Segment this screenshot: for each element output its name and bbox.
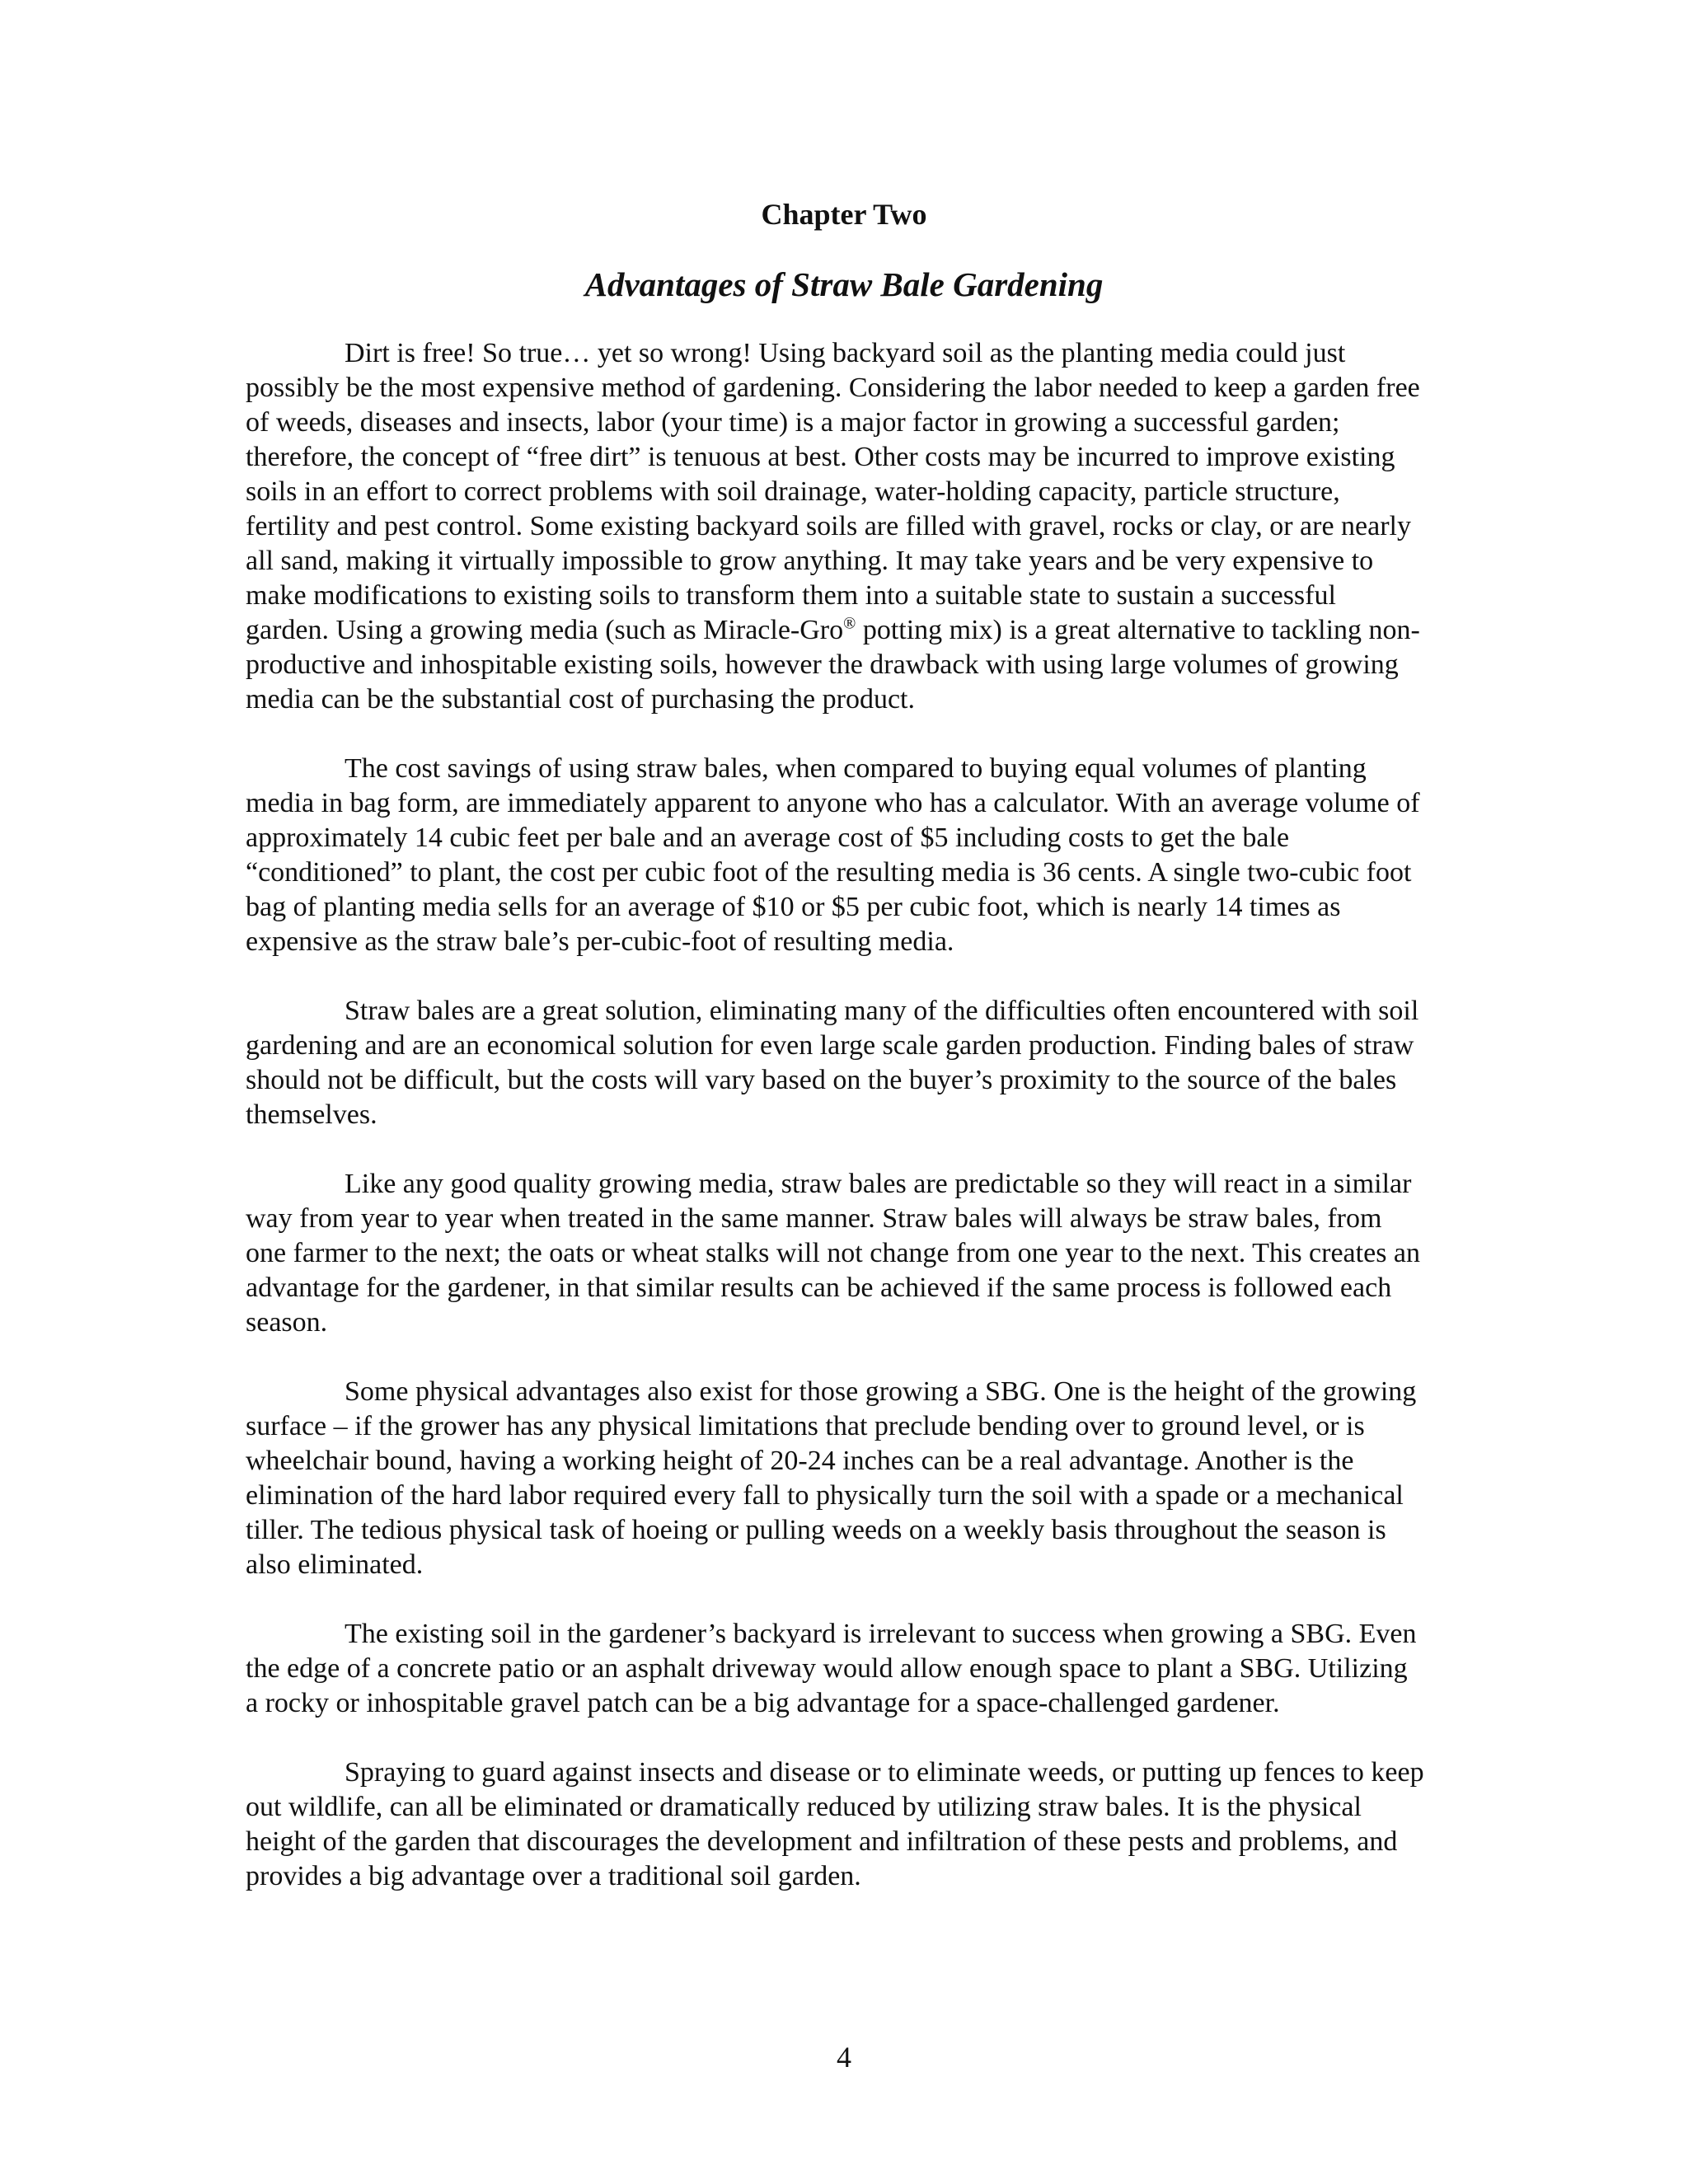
paragraph-1-text-a: Dirt is free! So true… yet so wrong! Using backyard soil as the planting media could just possibly be the most expensive method of gardening. Considering the labor needed to keep a garden free of weeds, diseases and insects, labor (your time) is a major factor in growing a successful garden; therefore, the concept of “free dirt” is tenuous at best. Other costs may be incurred to improve existing soils in an effort to correct problems with soil drainage, water-holding capacity, particle structure, fertility and pest control. Some existing backyard soils are filled with gravel, rocks or clay, or are nearly all sand, making it virtually impossible to grow anything. It may take years and be very expensive to make modifications to existing soils to transform them into a suitable state to sustain a successful garden. Using a growing media (such as Miracle-Gro	[246, 338, 1420, 645]
chapter-title: Chapter Two	[761, 198, 927, 231]
registered-mark: ®	[843, 614, 856, 633]
chapter-subtitle: Advantages of Straw Bale Gardening	[584, 265, 1104, 303]
paragraph-3: Straw bales are a great solution, eliminating many of the difficulties often encountered with soil gardening and are an economical solution for even large scale garden production. Finding bales of straw should not be difficult, but the costs will vary based on the buyer’s proximity to the source of the bales themselves.	[246, 996, 1419, 1130]
paragraph-1-text-b: potting mix) is a great alternative to tackling non-productive and inhospitable existing soils, however the drawback with using large volumes of growing media can be the substantial cost of purchasing the product.	[246, 615, 1420, 715]
page-number: 4	[837, 2041, 851, 2074]
paragraph-5: Some physical advantages also exist for those growing a SBG. One is the height of the growing surface – if the grower has any physical limitations that preclude bending over to ground level, or is wheelchair bound, having a working height of 20-24 inches can be a real advantage. Another is the elimination of the hard labor required every fall to physically turn the soil with a spade or a mechanical tiller. The tedious physical task of hoeing or pulling weeds on a weekly basis throughout the season is also eliminated.	[246, 1376, 1417, 1580]
paragraph-2: The cost savings of using straw bales, when compared to buying equal volumes of planting media in bag form, are immediately apparent to anyone who has a calculator. With an average volume of approximately 14 cubic feet per bale and an average cost of $5 including costs to get the bale “conditioned” to plant, the cost per cubic foot of the resulting media is 36 cents. A single two-cubic foot bag of planting media sells for an average of $10 or $5 per cubic foot, which is nearly 14 times as expensive as the straw bale’s per-cubic-foot of resulting media.	[246, 753, 1420, 957]
paragraph-7: Spraying to guard against insects and disease or to eliminate weeds, or putting up fences to keep out wildlife, can all be eliminated or dramatically reduced by utilizing straw bales. It is the physical height of the garden that discourages the development and infiltration of these pests and problems, and provides a big advantage over a traditional soil garden.	[246, 1757, 1424, 1891]
paragraph-6: The existing soil in the gardener’s backyard is irrelevant to success when growing a SBG. Even the edge of a concrete patio or an asphalt driveway would allow enough space to plant a SBG. Utilizing a rocky or inhospitable gravel patch can be a big advantage for a space-challenged gardener.	[246, 1619, 1417, 1718]
body-text	[246, 336, 1426, 1929]
paragraph-1	[246, 336, 1426, 717]
paragraph-4: Like any good quality growing media, straw bales are predictable so they will react in a similar way from year to year when treated in the same manner. Straw bales will always be straw bales, from one farmer to the next; the oats or wheat stalks will not change from one year to the next. This creates an advantage for the gardener, in that similar results can be achieved if the same process is followed each season.	[246, 1169, 1421, 1338]
